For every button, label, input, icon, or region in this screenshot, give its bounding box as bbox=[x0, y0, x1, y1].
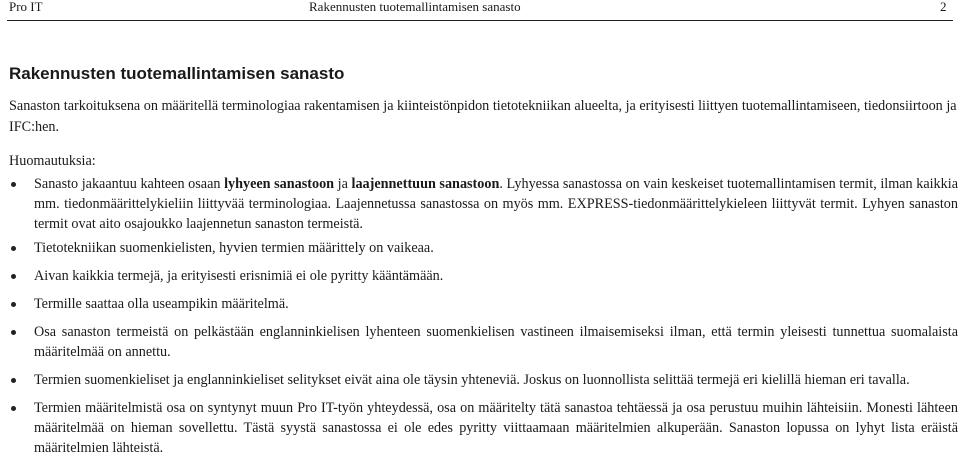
list-item bbox=[0, 398, 958, 458]
bullet-text: Termien määritelmistä osa on syntynyt muun Pro IT-työn yhteydessä, osa on määritelty tätä sanastoa tehtäessä ja osa perustuu muihin lähteisiin. Monesti lähteen määritelmää on hieman sovellettu. Tästä syystä sanastossa ei ole edes pyritty viittaamaan määritelmien alkuperään. Sanaston lopussa on lyhyt lista eräistä määritelmien lähteistä. bbox=[34, 400, 958, 456]
bullet-icon bbox=[11, 378, 16, 383]
bullet-text-part: ja bbox=[334, 176, 352, 192]
bullet-icon bbox=[11, 406, 16, 411]
header-rule bbox=[7, 20, 953, 21]
header-title: Rakennusten tuotemallintamisen sanasto bbox=[309, 0, 521, 14]
page-header bbox=[0, 0, 960, 14]
bullet-text: Osa sanaston termeistä on pelkästään englanninkielisen lyhenteen suomenkielisen vastineen ilmaisemiseksi ilman, että termin yleisesti tunnettua suomalaista määritelmää on annettu. bbox=[34, 324, 958, 360]
bullet-icon bbox=[11, 330, 16, 335]
list-item bbox=[0, 370, 958, 390]
notes-list bbox=[0, 174, 960, 458]
list-item bbox=[0, 322, 958, 362]
list-item bbox=[0, 266, 958, 286]
bullet-text-part: . Lyhyessa sanastossa on vain keskeiset tuotemallintamisen termit, ilman kaikkia mm. tiedonmäärittelykieliin liittyvää terminologiaa. Laajennetussa sanastossa on myös mm. EXPRESS-tiedonmäärittelykieleen liittyvät termit. Lyhyen sanaston termit ovat aito osajoukko laajennetun sanaston termeistä. bbox=[34, 176, 958, 232]
bullet-text-part: Sanasto jakaantuu kahteen osaan bbox=[34, 176, 225, 192]
bullet-text: Termien suomenkieliset ja englanninkieliset selitykset eivät aina ole täysin yhteneviä. Joskus on luonnollista selittää termejä eri kielillä hieman eri tavalla. bbox=[34, 372, 910, 388]
bullet-icon bbox=[11, 274, 16, 279]
bold-term-extended-vocabulary: laajennettuun sanastoon bbox=[351, 176, 500, 192]
header-left-text: Pro IT bbox=[9, 0, 43, 14]
bullet-text: Aivan kaikkia termejä, ja erityisesti erisnimiä ei ole pyritty kääntämään. bbox=[34, 268, 444, 284]
bullet-text: Termille saattaa olla useampikin määritelmä. bbox=[34, 296, 289, 312]
page-number: 2 bbox=[940, 0, 947, 14]
intro-paragraph: Sanaston tarkoituksena on määritellä terminologiaa rakentamisen ja kiinteistönpidon tietotekniikan alueelta, ja erityisesti liittyen tuotemallintamiseen, tiedonsiirtoon ja IFC:hen. bbox=[9, 98, 957, 135]
bullet-icon bbox=[11, 302, 16, 307]
bold-term-short-vocabulary: lyhyeen sanastoon bbox=[224, 176, 335, 192]
bullet-text: Tietotekniikan suomenkielisten, hyvien termien määrittely on vaikeaa. bbox=[34, 240, 434, 256]
list-item bbox=[0, 174, 958, 232]
notes-heading: Huomautuksia: bbox=[9, 153, 96, 169]
bullet-icon bbox=[11, 246, 16, 251]
list-item bbox=[0, 238, 958, 258]
list-item bbox=[0, 294, 958, 314]
page-title: Rakennusten tuotemallintamisen sanasto bbox=[9, 64, 345, 83]
bullet-icon bbox=[11, 182, 16, 187]
